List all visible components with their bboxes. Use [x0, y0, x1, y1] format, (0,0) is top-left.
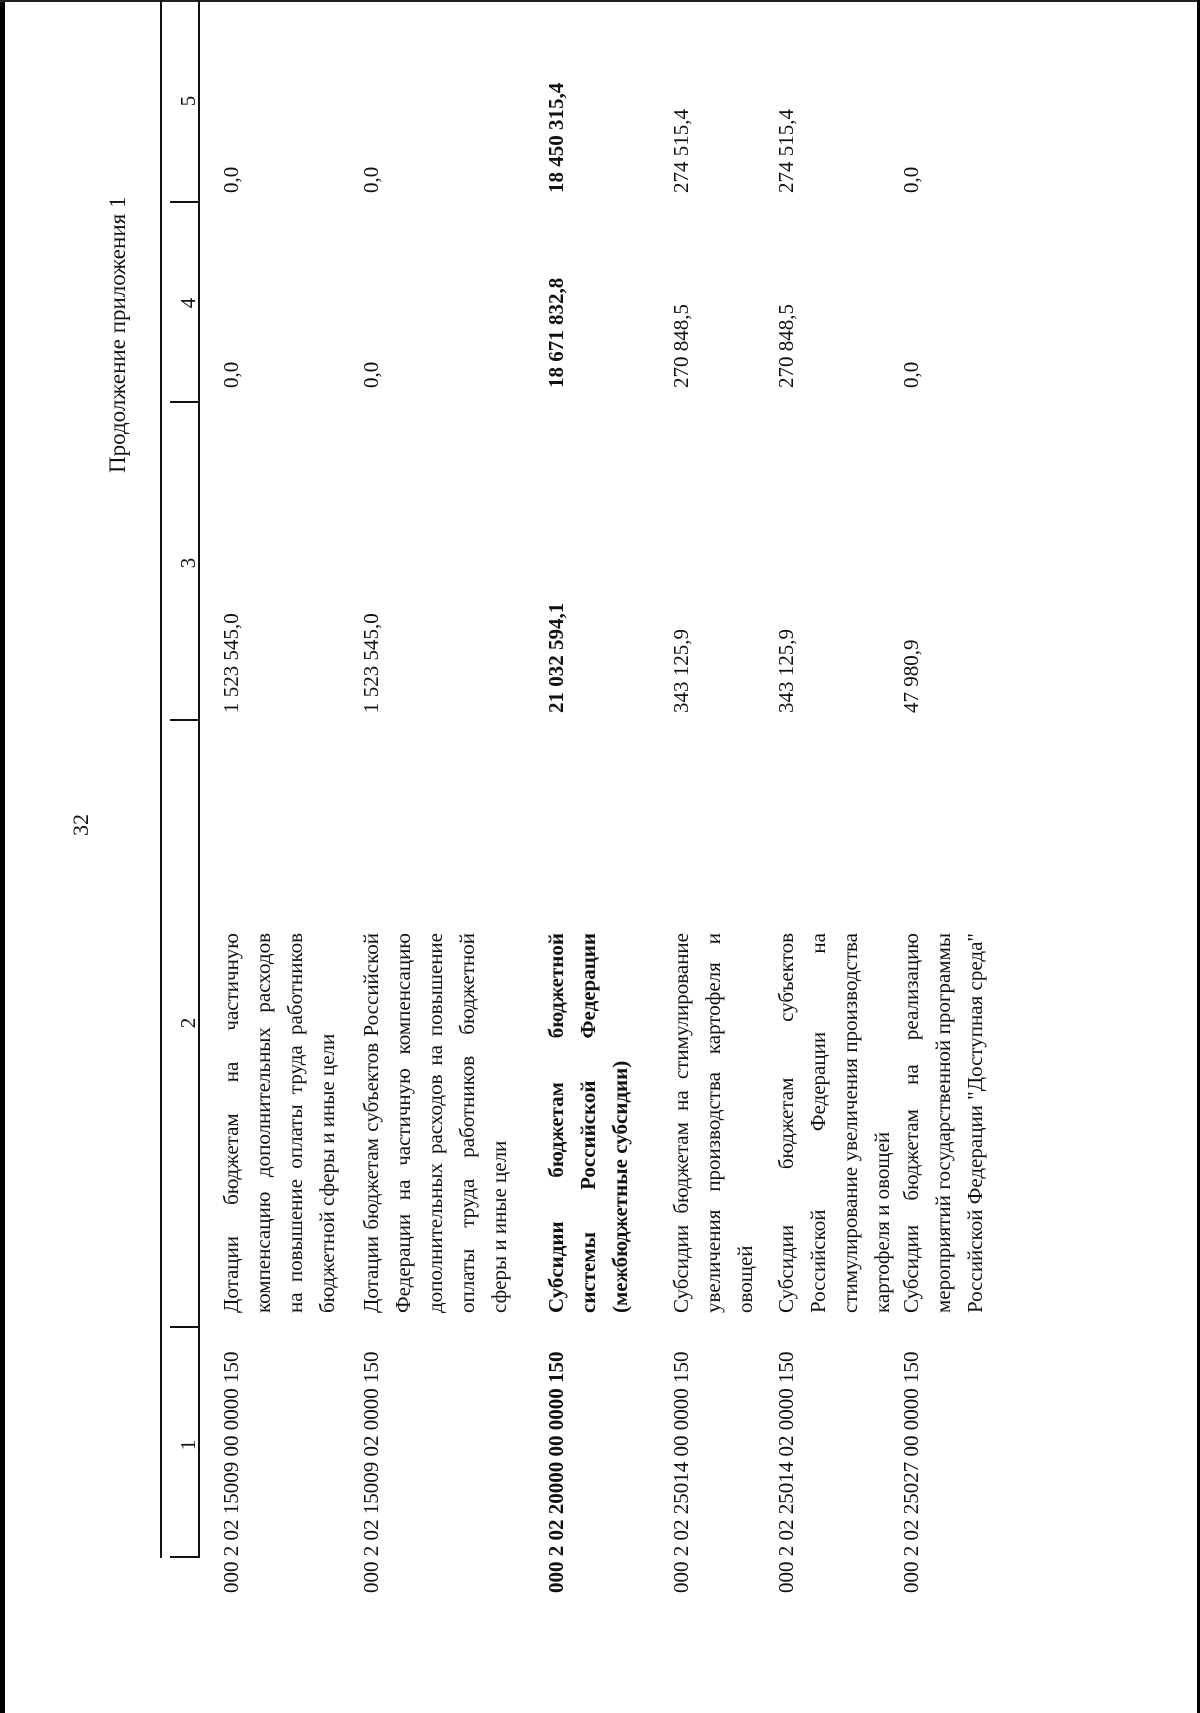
- budget-code: 000 2 02 25014 00 0000 150: [669, 1351, 693, 1593]
- header-divider-4: [170, 202, 198, 204]
- amount-col3: 1 523 545,0: [359, 613, 383, 713]
- page-number: 32: [68, 814, 93, 836]
- header-top-line: [160, 0, 162, 1558]
- column-header-3: 3: [176, 557, 200, 569]
- budget-code: 000 2 02 25027 00 0000 150: [899, 1351, 923, 1593]
- header-bottom-line: [198, 0, 200, 1558]
- amount-col3: 343 125,9: [774, 629, 798, 713]
- column-header-4: 4: [176, 297, 200, 309]
- amount-col3: 343 125,9: [669, 629, 693, 713]
- column-header-5: 5: [176, 95, 200, 107]
- header-divider-1: [170, 1327, 198, 1329]
- budget-code: 000 2 02 25014 02 0000 150: [774, 1351, 798, 1593]
- revenue-name: Дотации бюджетам субъектов Российской Федерации на частичную компенсацию дополнительных расходов на повышение оплаты труда работников бюджетной сферы и иные цели: [359, 933, 511, 1313]
- amount-col4: 0,0: [219, 361, 243, 388]
- amount-col4: 0,0: [899, 361, 923, 388]
- amount-col3: 47 980,9: [899, 639, 923, 713]
- revenue-name: Субсидии бюджетам бюджетной системы Российской Федерации (межбюджетные субсидии): [544, 933, 632, 1313]
- revenue-name: Субсидии бюджетам на стимулирование увеличения производства картофеля и овощей: [669, 933, 757, 1313]
- revenue-name: Субсидии бюджетам на реализацию мероприятий государственной программы Российской Федерации "Доступная среда": [899, 933, 987, 1313]
- budget-code: 000 2 02 15009 02 0000 150: [359, 1351, 383, 1593]
- amount-col4: 270 848,5: [774, 304, 798, 388]
- amount-col5: 18 450 315,4: [544, 82, 568, 193]
- amount-col5: 0,0: [359, 166, 383, 193]
- amount-col4: 18 671 832,8: [544, 277, 568, 388]
- page-subtitle: Продолжение приложения 1: [105, 196, 130, 473]
- column-header-2: 2: [176, 1017, 200, 1029]
- header-divider-2: [170, 720, 198, 722]
- header-border-left: [170, 1557, 198, 1559]
- budget-code: 000 2 02 20000 00 0000 150: [544, 1351, 568, 1593]
- amount-col3: 1 523 545,0: [219, 613, 243, 713]
- amount-col4: 0,0: [359, 361, 383, 388]
- amount-col5: 274 515,4: [669, 109, 693, 193]
- header-divider-3: [170, 402, 198, 404]
- column-header-1: 1: [176, 1439, 200, 1451]
- revenue-name: Субсидии бюджетам субъектов Российской Федерации на стимулирование увеличения производства картофеля и овощей: [774, 933, 894, 1313]
- amount-col3: 21 032 594,1: [544, 602, 568, 713]
- amount-col4: 270 848,5: [669, 304, 693, 388]
- revenue-name: Дотации бюджетам на частичную компенсацию дополнительных расходов на повышение оплаты труда работников бюджетной сферы и иные цели: [219, 933, 339, 1313]
- amount-col5: 0,0: [219, 166, 243, 193]
- amount-col5: 274 515,4: [774, 109, 798, 193]
- amount-col5: 0,0: [899, 166, 923, 193]
- budget-code: 000 2 02 15009 00 0000 150: [219, 1351, 243, 1593]
